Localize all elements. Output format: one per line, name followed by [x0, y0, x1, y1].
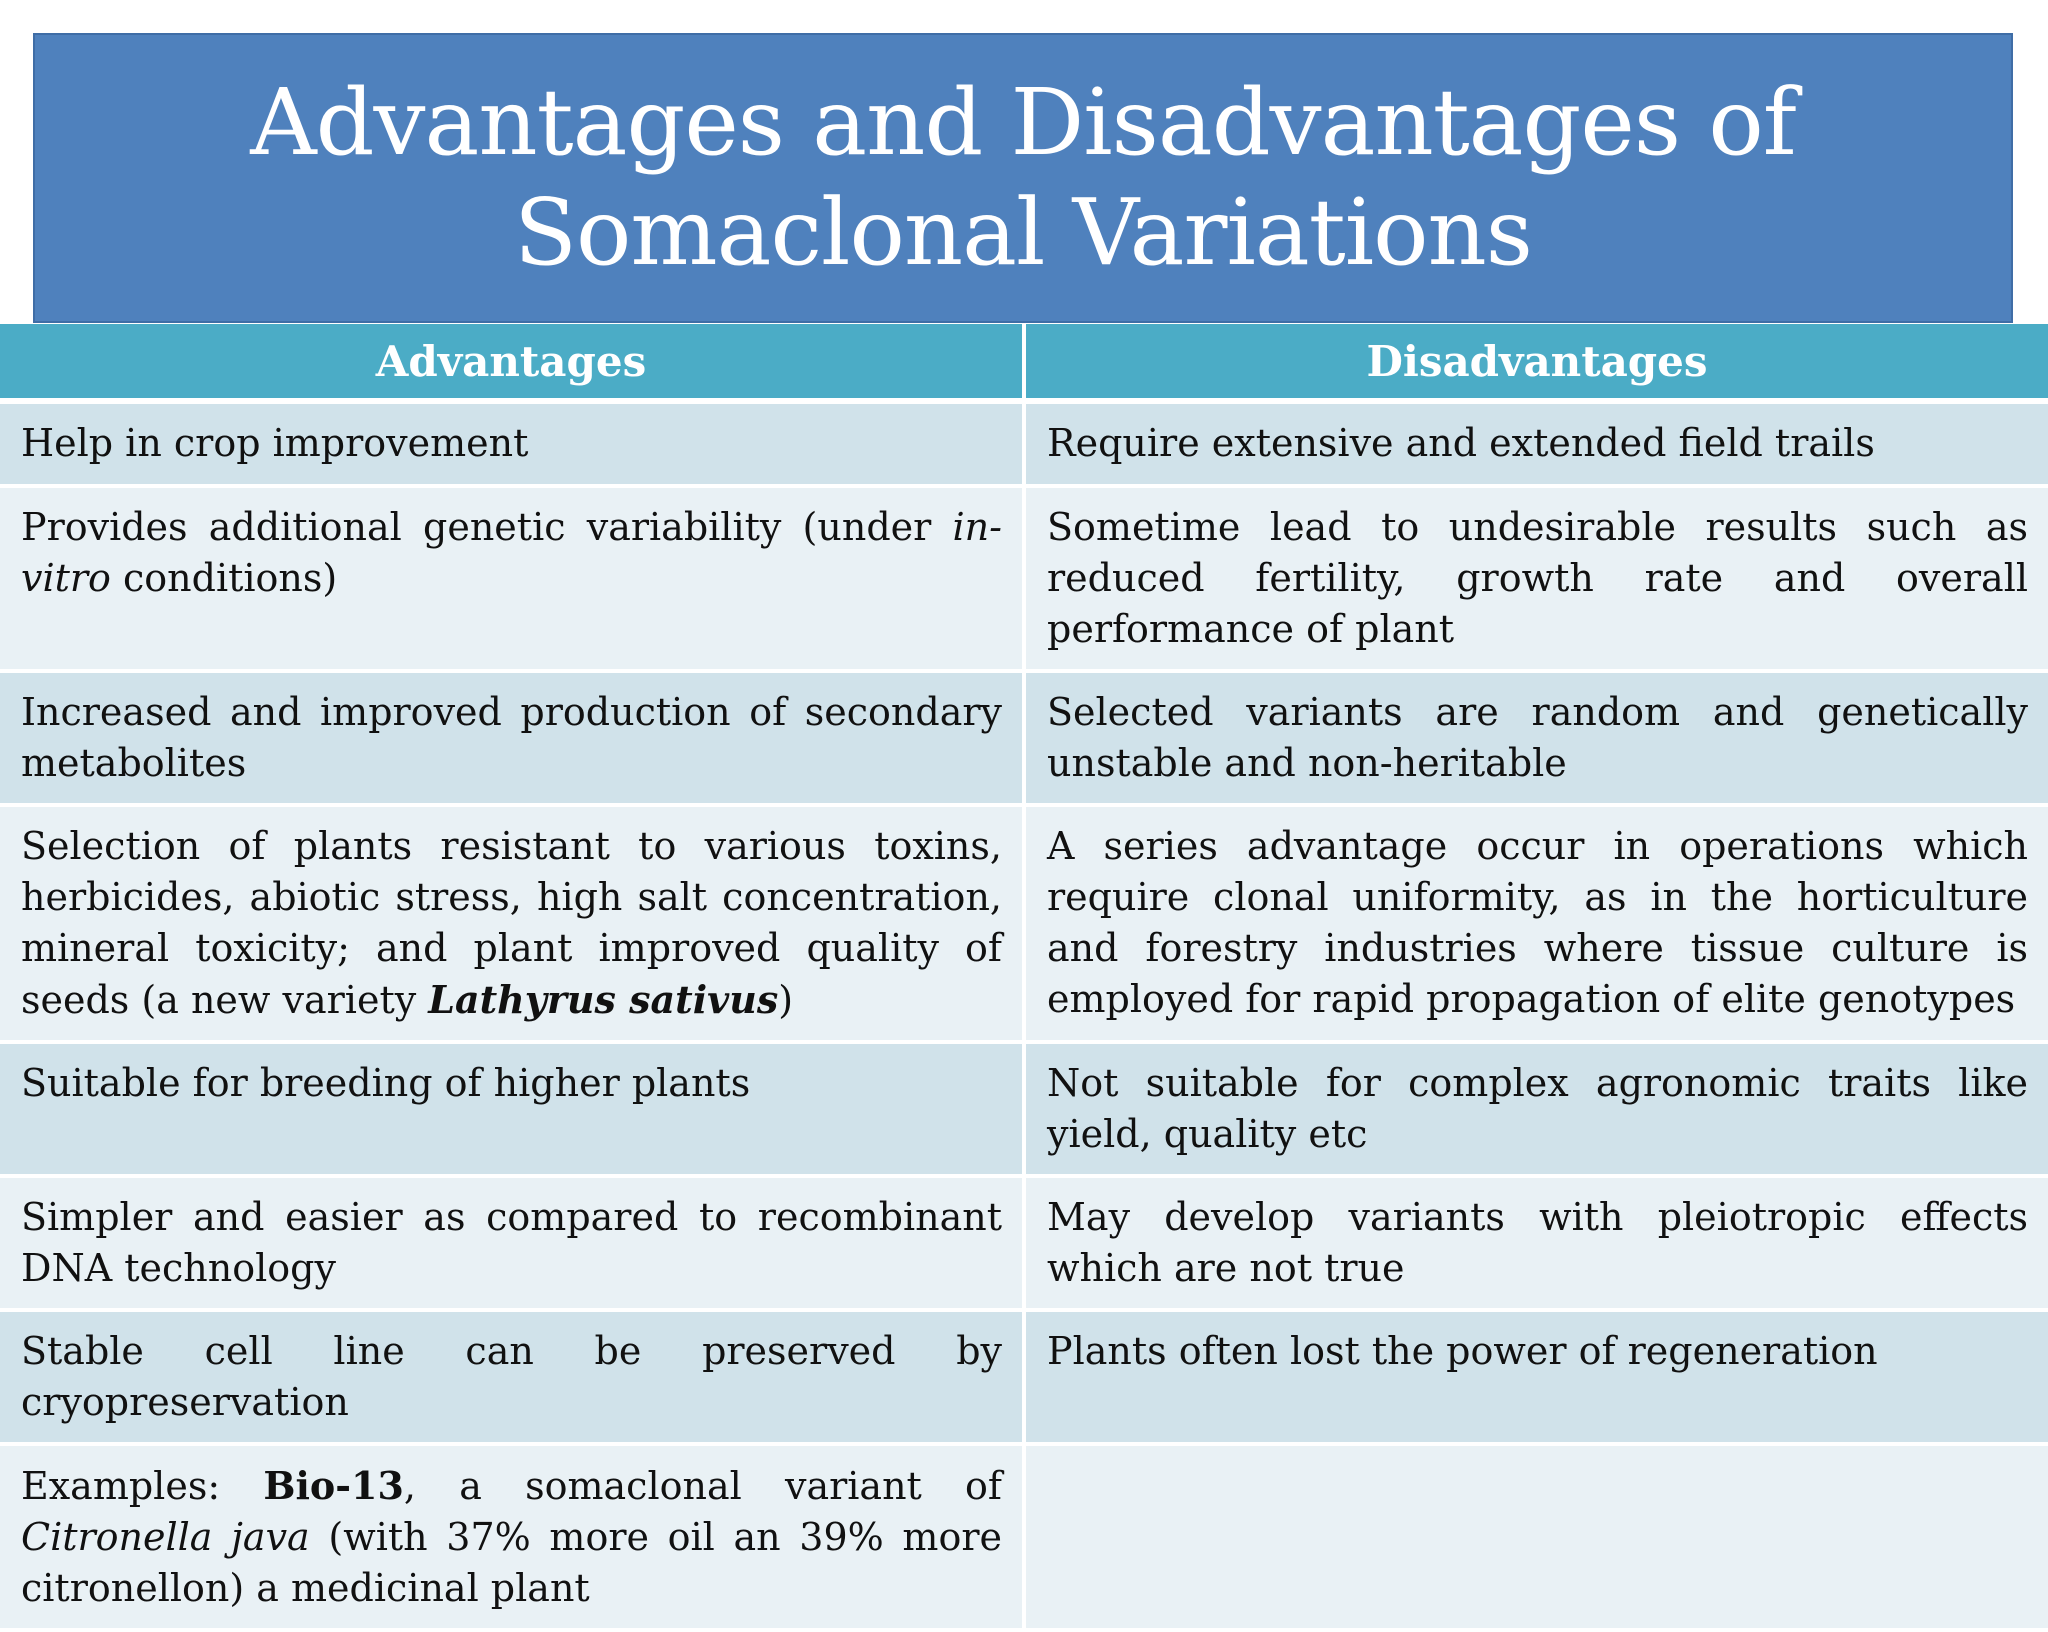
- table-row: [0, 401, 2048, 486]
- disadvantage-cell-empty: [1024, 1444, 2048, 1630]
- header-advantages: Advantages: [0, 324, 1024, 401]
- disadvantage-cell: Not suitable for complex agronomic traits like yield, quality etc: [1024, 1042, 2048, 1176]
- slide-title-line-2: Somaclonal Variations: [514, 179, 1532, 286]
- table-header-row: [0, 324, 2048, 401]
- header-disadvantages: Disadvantages: [1024, 324, 2048, 401]
- advantage-text: ): [778, 978, 794, 1022]
- advantage-variant-name: Bio-13: [263, 1463, 404, 1508]
- advantage-cell: [0, 1444, 1024, 1630]
- table-row: [0, 486, 2048, 671]
- advantage-text: Selection of plants resistant to various toxins, herbicides, abiotic stress, high salt concentration, mineral toxicity; and plant improved quality of seeds (a new variety: [21, 824, 1002, 1022]
- advantage-text: Provides additional genetic variability (under: [21, 505, 953, 549]
- advantage-cell: Stable cell line can be preserved by cryopreservation: [0, 1310, 1024, 1444]
- table-row: [0, 671, 2048, 805]
- table-row: [0, 1444, 2048, 1630]
- advantage-text: (with 37% more oil an 39% more citronellon) a medicinal plant: [21, 1515, 1002, 1610]
- advantage-text: Examples:: [21, 1464, 264, 1508]
- table-row: [0, 1042, 2048, 1176]
- comparison-table: [0, 324, 2048, 1632]
- disadvantage-cell: Sometime lead to undesirable results such as reduced fertility, growth rate and overall performance of plant: [1024, 486, 2048, 671]
- disadvantage-cell: A series advantage occur in operations which require clonal uniformity, as in the horticulture and forestry industries where tissue culture is employed for rapid propagation of elite genotypes: [1024, 805, 2048, 1042]
- advantage-cell: [0, 486, 1024, 671]
- advantage-italic-term: in-vitro: [21, 505, 1002, 600]
- advantage-text: , a somaclonal variant of: [403, 1464, 1002, 1508]
- advantage-cell: Help in crop improvement: [0, 401, 1024, 486]
- advantage-cell: Increased and improved production of secondary metabolites: [0, 671, 1024, 805]
- table-row: [0, 805, 2048, 1042]
- table-row: [0, 1310, 2048, 1444]
- advantage-cell: Simpler and easier as compared to recombinant DNA technology: [0, 1176, 1024, 1310]
- advantage-cell: [0, 805, 1024, 1042]
- slide-title-box: [33, 33, 2013, 323]
- table-row: [0, 1176, 2048, 1310]
- advantage-species-name: Citronella java: [21, 1515, 310, 1559]
- advantage-text: conditions): [110, 556, 338, 600]
- disadvantage-cell: Plants often lost the power of regeneration: [1024, 1310, 2048, 1444]
- disadvantage-cell: Selected variants are random and genetically unstable and non-heritable: [1024, 671, 2048, 805]
- disadvantage-cell: Require extensive and extended field trails: [1024, 401, 2048, 486]
- slide-title-line-1: Advantages and Disadvantages of: [250, 69, 1796, 176]
- disadvantage-cell: May develop variants with pleiotropic effects which are not true: [1024, 1176, 2048, 1310]
- advantage-cell: Suitable for breeding of higher plants: [0, 1042, 1024, 1176]
- advantage-species-name: Lathyrus sativus: [428, 977, 779, 1022]
